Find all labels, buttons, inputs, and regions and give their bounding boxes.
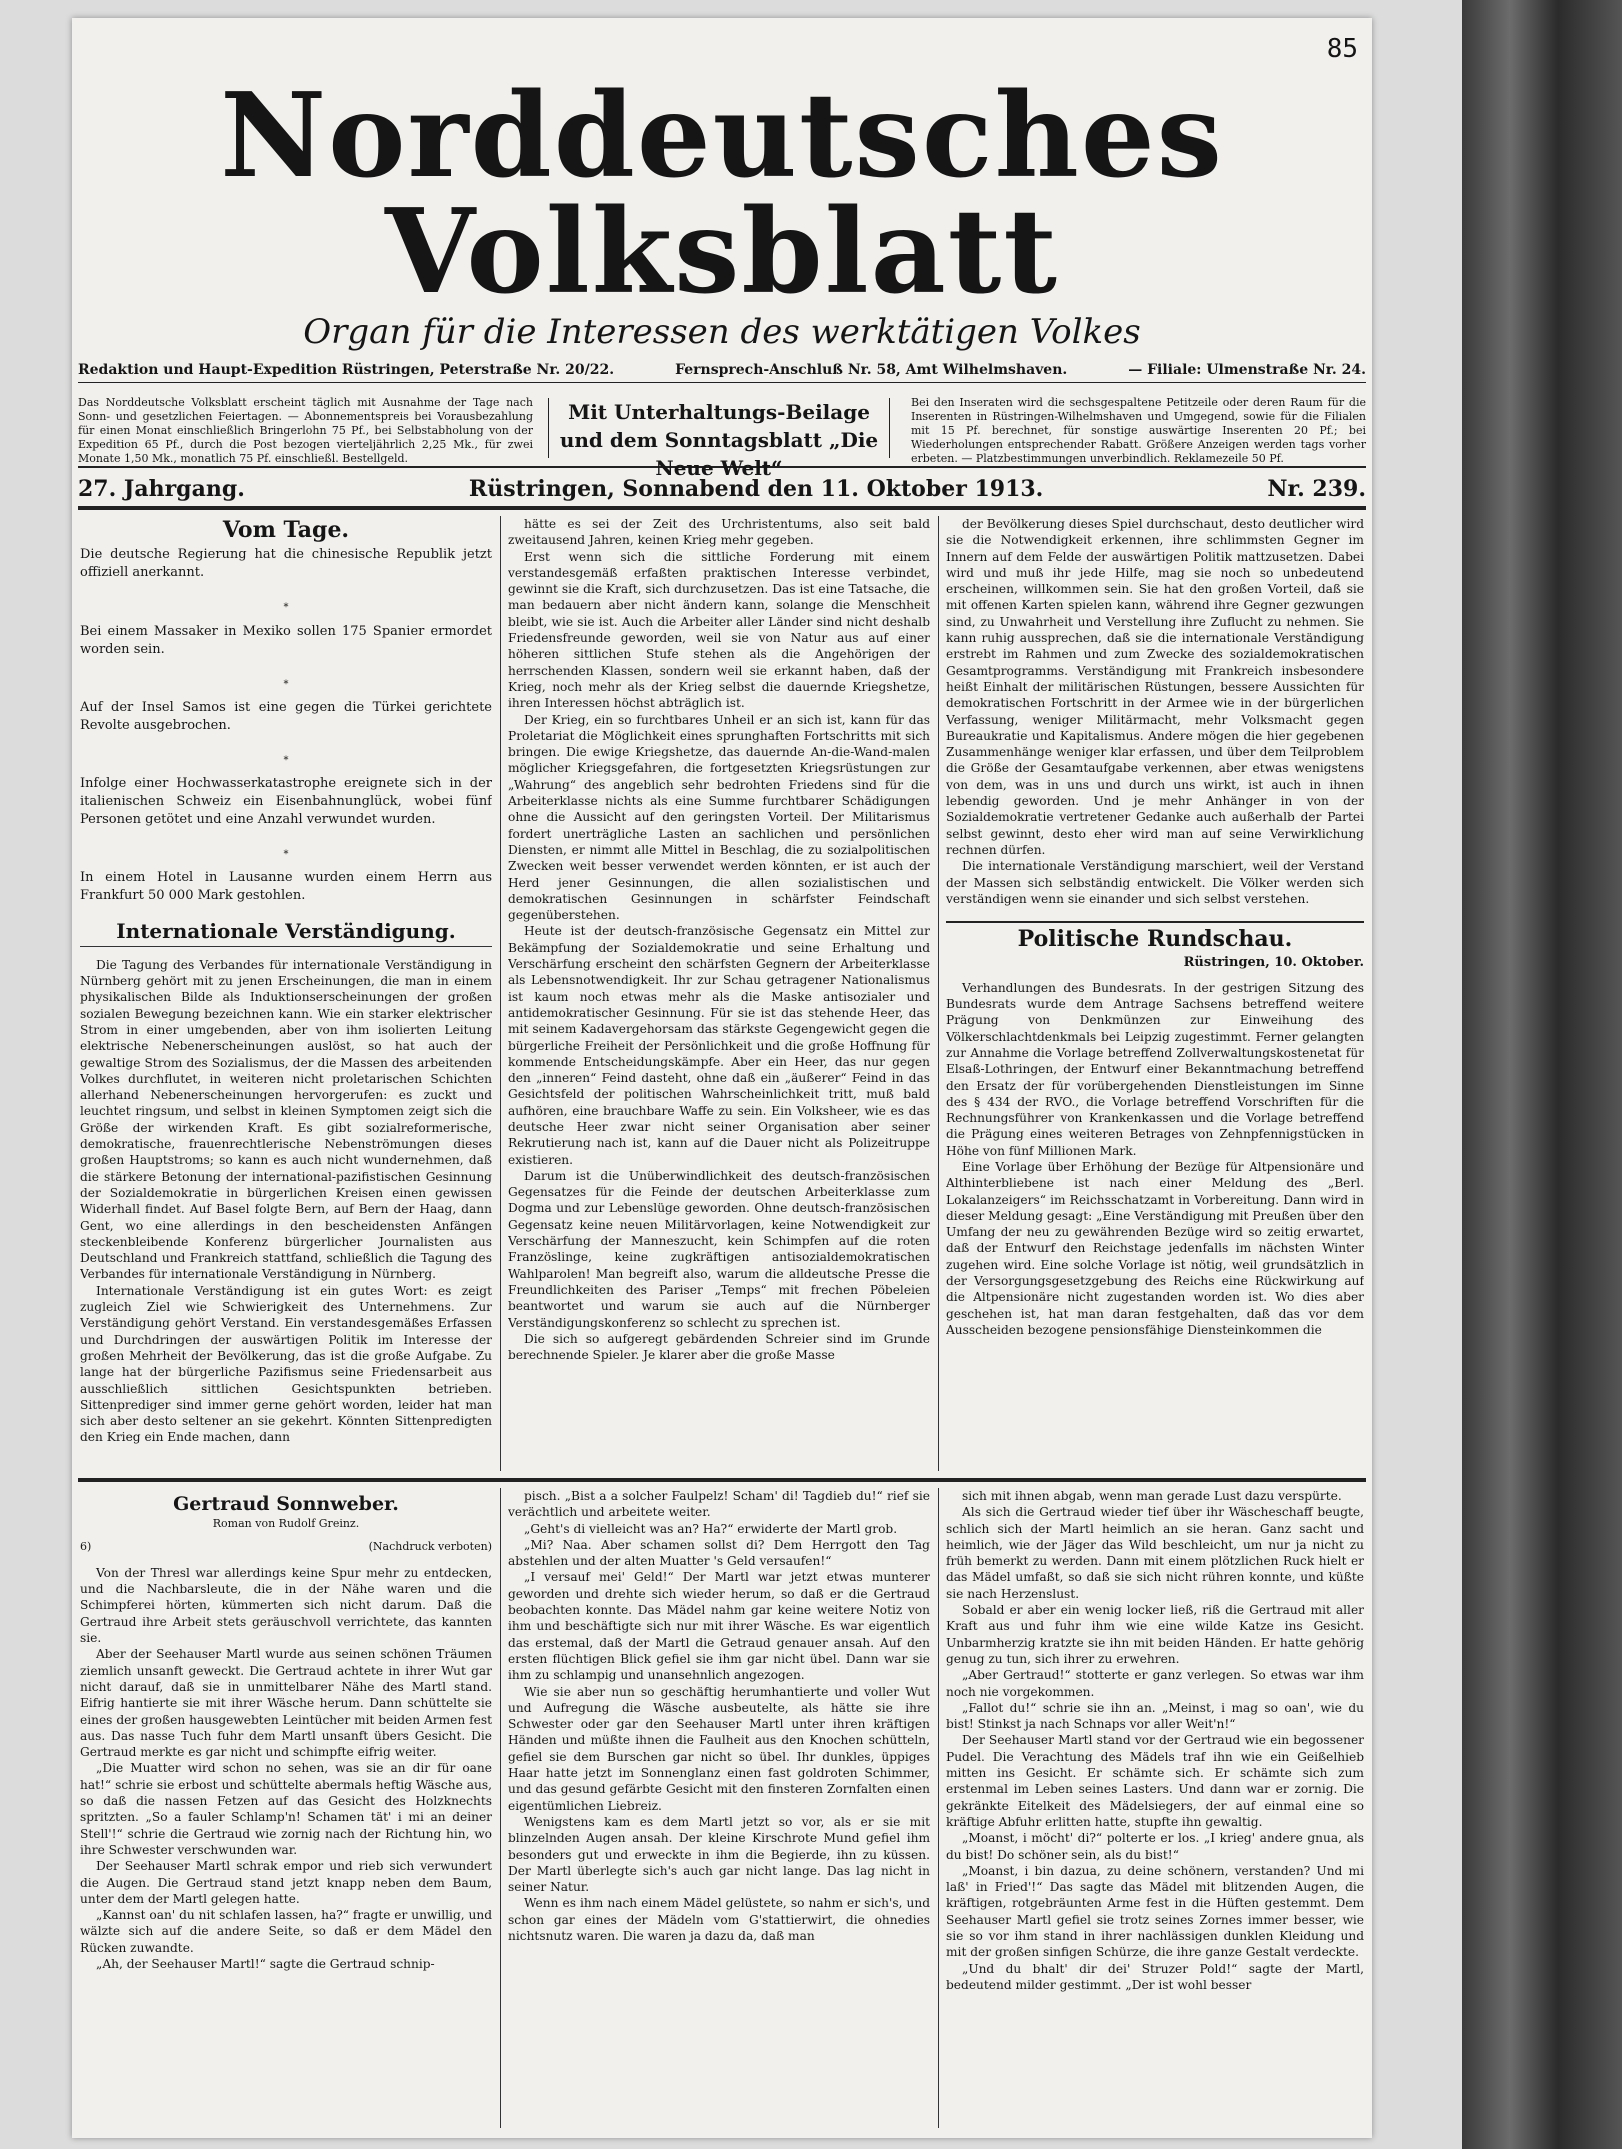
masthead-title: Norddeutsches Volksblatt [220,68,1224,320]
roman-paragraph: „Ah, der Seehauser Martl!“ sagte die Gertraud schnip- [96,1957,435,1972]
verstaendigung-heading: Internationale Verständigung. [80,923,492,946]
roman-paragraph: Von der Thresl war allerdings keine Spur mehr zu entdecken, und die Nachbarsleute, die in der Nähe waren und die Schimpferei hörten, kümmerten sich nicht darum. Daß die Gertraud ihre Arbeit stets geräuschvoll verrichtete, das kannten sie. [80,1565,492,1646]
roman-paragraph: pisch. „Bist a a solcher Faulpelz! Scham' di! Tagdieb du!“ rief sie verächtlich und arbeitete weiter. [508,1489,930,1520]
news-item: Infolge einer Hochwasserkatastrophe ereignete sich in der italienischen Schweiz ein Eisenbahnunglück, wobei fünf Personen getötet und eine Anzahl verwundet wurden. [80,776,492,828]
dateline-rule [78,506,1366,510]
roman-meta [80,1539,492,1555]
supplement-line-2: und dem Sonntagsblatt „Die Neue Welt“ [559,428,879,480]
article-paragraph: Eine Vorlage über Erhöhung der Bezüge für Altpensionäre und Althinterbliebene ist nach einer Meldung des „Berl. Lokalanzeigers“ im Reichsschatzamt in Vorbereitung. Dann wird in dieser Meldung gesagt: „Eine Verständigung mit Preußen über den Umfang der neu zu gewährenden Bezüge wird so zeitig erwartet, daß der Entwurf den Reichstage jedenfalls im nächsten Winter zugehen wird. Eine solche Vorlage ist nötig, weil grundsätzlich in der Versorgungsgesetzgebung des Reichs eine Rückwirkung auf die Altpensionäre nicht zugestanden worden ist. Wo dies aber geschehen ist, hat man daran festgehalten, daß das vor dem Ausscheiden bezogene pensionsfähige Diensteinkommen die [946,1159,1364,1337]
roman-paragraph: Wenn es ihm nach einem Mädel gelüstete, so nahm er sich's, und schon gar eines der Mädeln vom G'stattierwirt, die ohnedies nichtsnutz waren. Die waren ja dazu da, daß man [508,1896,930,1944]
article-paragraph: Die sich so aufgeregt gebärdenden Schreier sind im Grunde berechnende Spieler. Je klarer aber die große Masse [508,1331,930,1363]
roman-paragraph: „I versauf mei' Geld!“ Der Martl war jetzt etwas munterer geworden und drehte sich wieder herum, so daß er die Gertraud beobachten konnte. Das Mädel nahm gar keine weitere Notiz von ihm und beschäftigte sich nur mit ihrer Wäsche. Es war eigentlich das erstemal, daß der Martl die Getraud genauer ansah. Auf den ersten flüchtigen Blick gefiel sie ihm gar nicht übel. Dann war sie ihm zu schlampig und unansehnlich angezogen. [508,1570,930,1683]
address-right: — Filiale: Ulmenstraße Nr. 24. [1128,362,1366,378]
volume: 27. Jahrgang. [78,476,245,502]
article-paragraph: Erst wenn sich die sittliche Forderung mit einem verstandesgemäß erfaßten praktischen Interesse verbindet, gewinnt sie die Kraft, sich durchzusetzen. Das ist eine Tatsache, die man bedauern aber nicht ändern kann, solange die Menschheit bleibt, wie sie ist. Auch die Arbeiter aller Länder sind nicht deshalb Friedensfreunde geworden, weil sie von Natur aus auf einer höheren sittlichen Stufe stehen als die Angehörigen der herrschenden Klassen, sondern weil sie erkannt haben, daß der Krieg, noch mehr als der Krieg selbst die dauernde Kriegshetze, ihren Interessen höchst abträglich ist. [508,549,930,711]
roman-paragraph: „Und du bhalt' dir dei' Struzer Pold!“ sagte der Martl, bedeutend milder gestimmt. „Der ist wohl besser [946,1961,1364,1992]
roman-paragraph: Aber der Seehauser Martl wurde aus seinen schönen Träumen ziemlich unsanft geweckt. Die Gertraud achtete in ihrer Wut gar nicht darauf, daß sie in unmittelbarer Nähe des Martl stand. Eifrig hantierte sie mit ihrer Wäsche herum. Dann schüttelte sie eines der großen hausgewebten Leintücher mit beiden Armen fest aus. Das nasse Tuch fuhr dem Martl unsanft übers Gesicht. Die Gertraud merkte es gar nicht und schimpfte eifrig weiter. [80,1647,492,1760]
roman-paragraph: „Fallot du!“ schrie sie ihn an. „Meinst, i mag so oan', wie du bist! Stinkst ja nach Schnaps vor aller Weit'n!“ [946,1700,1364,1732]
info-bar [78,392,1366,480]
article-paragraph: Internationale Verständigung ist ein gutes Wort: es zeigt zugleich Ziel wie Schwierigkeit des Unternehmens. Zur Verständigung gehört Verstand. Ein verstandesgemäßes Erfassen und Durchdringen der auswärtigen Politik im Interesse der großen Mehrheit der Bevölkerung, das ist die große Aufgabe. Zu lange hat der bürgerliche Pazifismus seine Friedensarbeit aus ausschließlich sittlichen Gesichtspunkten betrieben. Sittenprediger sind immer gerne gehört worden, leider hat man sich aber desto seltener an sie gekehrt. Könnten Sittenpredigten den Krieg ein Ende machen, dann [80,1283,492,1445]
roman-paragraph: Als sich die Gertraud wieder tief über ihr Wäscheschaff beugte, schlich sich der Martl heimlich an sie heran. Ganz sacht und heimlich, wie der Jäger das Wild beschleicht, um nur ja nicht zu früh bemerkt zu werden. Dann mit einem plötzlichen Ruck hielt er das Mädel umfaßt, so daß sie sich nicht rühren konnte, und küßte sie nach Herzenslust. [946,1505,1364,1601]
rundschau-heading: Politische Rundschau. [946,921,1364,947]
address-line [78,362,1366,383]
newspaper-page [72,18,1372,2138]
roman-paragraph: „Geht's di vielleicht was an? Ha?“ erwiderte der Martl grob. [524,1521,898,1536]
roman-paragraph: sich mit ihnen abgab, wenn man gerade Lust dazu verspürte. [962,1489,1342,1503]
roman-author: Roman von Rudolf Greinz. [212,1517,360,1531]
supplement-line-1: Mit Unterhaltungs-Beilage [568,400,870,424]
roman-column-1 [80,1488,492,2128]
roman-column-2 [508,1488,930,2128]
address-left: Redaktion und Haupt-Expedition Rüstringen, Peterstraße Nr. 20/22. [78,362,615,378]
vom-tage-list [80,546,492,905]
roman-paragraph: „Kannst oan' du nit schlafen lassen, ha?“ fragte er unwillig, und wälzte sich auf die andere Seite, so daß er dem Mädel den Rücken zuwandte. [80,1908,492,1955]
roman-paragraph: „Moanst, i bin dazua, zu deine schönern, verstanden? Und mi laß' in Fried'!“ Das sagte das Mädel mit blitzenden Augen, die kräftigen, rotgebräunten Arme fest in die Hüften gestemmt. Dem Seehauser Martl gefiel sie trotz seines Zornes immer besser, wie sie so vor ihm stand in ihrer nachlässigen dunklen Kleidung und mit der großen sinfigen Schürze, die ihre ganze Gestalt verdeckte. [946,1863,1364,1960]
column-3 [946,516,1364,1471]
roman-paragraph: „Aber Gertraud!“ stotterte er ganz verlegen. So etwas war ihm noch nie vorgekommen. [946,1668,1364,1699]
column-divider [938,516,939,1471]
news-item: Die deutsche Regierung hat die chinesische Republik jetzt offiziell anerkannt. [80,547,492,581]
roman-paragraph: Sobald er aber ein wenig locker ließ, riß die Gertraud mit aller Kraft aus und fuhr ihm wie eine wilde Katze ins Gesicht. Unbarmherzig kratzte sie ihn mit beiden Händen. Er hatte gehörig genug zu tun, sich ihrer zu erwehren. [946,1603,1364,1666]
feuilleton-rule [78,1478,1366,1482]
article-paragraph: der Bevölkerung dieses Spiel durchschaut, desto deutlicher wird sie die Notwendigkeit erkennen, ihre schlimmsten Gegner im Innern auf dem Felde der auswärtigen Politik mattzusetzen. Dabei wird und muß ihr jede Hilfe, mag sie noch so unbedeutend erscheinen, willkommen sein. Sie hat den großen Vorteil, daß sie mit offenen Karten spielen kann, während ihre Gegner gezwungen sind, zu Unwahrheit und Verstellung ihre Zuflucht zu nehmen. Sie kann ruhig aussprechen, daß sie die internationale Verständigung erstrebt im Rahmen und zum Zwecke des sozialdemokratischen Gesamtprogramms. Verständigung mit Frankreich insbesondere heißt Einhalt der militärischen Rüstungen, bessere Aussichten für demokratischen Fortschritt in der Armee wie in der bürgerlichen Verfassung, weniger Militärmacht, mehr Volksmacht gegen Bureaukratie und Kapitalismus. Andere mögen die hier gegebenen Zusammenhänge weniger klar erfassen, und über dem Teilproblem die Größe der Gesamtaufgabe verkennen, aber etwas wenigstens von dem, was in uns und durch uns wirkt, ist auch in ihnen lebendig geworden. Und je mehr Anhänger in von der Sozialdemokratie vertretener Gedanke auch außerhalb der Partei selbst gewinnt, desto eher wird man auf seine Verwirklichung rechnen dürfen. [946,517,1364,857]
separator-star: * [283,754,289,766]
column-divider [500,516,501,1471]
subscription-info: Das Norddeutsche Volksblatt erscheint täglich mit Ausnahme der Tage nach Sonn- und gesetzlichen Feiertagen. — Abonnementspreis bei Vorausbezahlung für einen Monat einschließlich Bringerlohn 75 Pf., bei Selbstabholung von der Expedition 65 Pf., durch die Post bezogen vierteljährlich 2,25 Mk., für zwei Monate 1,50 Mk., monatlich 75 Pf. einschließl. Bestellgeld. [78,396,533,465]
roman-paragraph: Der Seehauser Martl schrak empor und rieb sich verwundert die Augen. Die Gertraud stand jetzt knapp neben dem Baum, unter dem der Martl gelegen hatte. [80,1859,492,1906]
issue-number: Nr. 239. [1267,476,1366,502]
roman-paragraph: Wenigstens kam es dem Martl jetzt so vor, als er sie mit blinzelnden Augen ansah. Der kleine Kirschrote Mund gefiel ihm besonders gut und erweckte in ihm die Begierde, ihn zu küssen. Der Martl überlegte sich's auch gar nicht lange. Das lag nicht in seiner Natur. [508,1814,930,1895]
news-item: Auf der Insel Samos ist eine gegen die Türkei gerichtete Revolte ausgebrochen. [80,699,492,733]
roman-paragraph: „Die Muatter wird schon no sehen, was sie an dir für oane hat!“ schrie sie erbost und schüttelte abermals heftig Wäsche aus, so daß die nassen Fetzen auf das Gesicht des Holzknechts spritzten. „So a fauler Schlamp'n! Schamen tät' i mi an deiner Stell'!“ schrie die Gertraud wie zornig nach der Richtung hin, wo ihre Schwester verschwunden war. [80,1761,492,1857]
article-paragraph: Der Krieg, ein so furchtbares Unheil er an sich ist, kann für das Proletariat die Möglichkeit eines sprunghaften Fortschritts mit sich bringen. Die ewige Kriegshetze, das dauernde An-die-Wand-malen möglicher Kriegsgefahren, die fortgesetzten Kriegsrüstungen zur „Wahrung“ des angeblich sehr bedrohten Friedens sind für die Arbeiterklasse nichts als eine Summe furchtbarer Schädigungen ohne die Aussicht auf den geringsten Vorteil. Der Militarismus fordert unerträgliche Lasten an sachlichen und persönlichen Diensten, er nimmt alle Mittel in Beschlag, die zu sozialpolitischen Zwecken weit besser verwendet werden könnten, er ist auch der Herd jener Gesinnungen, die allen sozialistischen und demokratischen Gesinnungen in schärfster Feindschaft gegenüberstehen. [508,712,930,923]
article-paragraph: Heute ist der deutsch-französische Gegensatz ein Mittel zur Bekämpfung der Sozialdemokratie und seine Erhaltung und Verschärfung erscheint den schärfsten Gegnern der Arbeiterklasse als Lebensnotwendigkeit. Ihr zur Schau getragener Nationalismus ist kaum noch etwas mehr als die Maske antisozialer und antidemokratischer Gesinnung. Für sie ist das stehende Heer, das mit seinem Kadavergehorsam das stärkste Gegengewicht gegen die bürgerliche Freiheit der Persönlichkeit und die große Hoffnung für kommende Entscheidungskämpfe. Aber ein Heer, das nur gegen den „inneren“ Feind dasteht, ohne daß ein „äußerer“ Feind in das Gesichtsfeld der politischen Wahrscheinlichkeit tritt, muß bald aufhören, eine brauchbare Waffe zu sein. Ein Volksheer, wie es das deutsche Heer zwar nicht seiner Organisation aber seiner Rekrutierung nach ist, kann auf die Dauer nicht als Polizeitruppe existieren. [508,924,930,1167]
book-spine [1462,0,1622,2149]
news-item: Bei einem Massaker in Mexiko sollen 175 Spanier ermordet worden sein. [80,623,492,657]
rundschau-date: Rüstringen, 10. Oktober. [1183,955,1364,971]
page-number: 85 [1326,34,1358,64]
column-1 [80,516,492,1471]
masthead-subtitle: Organ für die Interessen des werktätigen Volkes [303,312,1141,352]
article-paragraph: hätte es sei der Zeit des Urchristentums, also seit bald zweitausend Jahren, keinen Krieg mehr gegeben. [508,517,930,548]
column-2 [508,516,930,1471]
article-paragraph: Die Tagung des Verbandes für internationale Verständigung in Nürnberg gehört mit zu jenen Erscheinungen, die man in einem physikalischen Bilde als Induktionserscheinungen der großen sozialen Bewegung bezeichnen kann. Wie ein starker elektrischer Strom in einer umgebenden, aber von ihm isolierten Leitung elektrische Nebenerscheinungen auslöst, so hat auch der gewaltige Strom des Sozialismus, der die Massen des arbeitenden Volkes durchflutet, in weiteren nicht proletarischen Schichten allerhand Nebenerscheinungen hervorgerufen: es zuckt und leuchtet ringsum, und selbst in kleinen Symptomen zeigt sich die Größe der wirkenden Kraft. Es gibt sozialreformerische, demokratische, frauenrechtlerische Nebenströmungen dieses großen Hauptstroms; so kann es auch nicht wundernehmen, daß die stärkere Betonung der international-pazifistischen Gesinnung der Sozialdemokratie in bürgerlichen Kreisen einen gewissen Widerhall findet. Auf Basel folgte Bern, auf Bern der Haag, dann Gent, wo eine allerdings in den bescheidensten Anfängen steckenbleibende Konferenz bürgerlicher Journalisten aus Deutschland und Frankreich stattfand, schließlich die Tagung des Verbandes für internationale Verständigung in Nürnberg. [80,957,492,1282]
roman-paragraph: Der Seehauser Martl stand vor der Gertraud wie ein begossener Pudel. Die Verachtung des Mädels traf ihn wie ein Geißelhieb mitten ins Gesicht. Er schämte sich. Er schämte sich zum erstenmal im Leben seines Lasters. Und dann war er zornig. Die gekränkte Eitelkeit des Mädelsiegers, der auf einmal eine so kräftige Abfuhr erlitten hatte, stupfte ihn gewaltig. [946,1733,1364,1829]
roman-paragraph: Wie sie aber nun so geschäftig herumhantierte und voller Wut und Aufregung die Wäsche ausbeutelte, als hätte sie ihre Schwester oder gar den Seehauser Martl unter ihren kräftigen Händen und müßte ihnen die Faulheit aus den Knochen schütteln, gefiel sie dem Burschen gar nicht so übel. Ihr dunkles, üppiges Haar hatte jetzt im Sonnenglanz einen fast goldroten Schimmer, und das gesund gefärbte Gesicht mit den finsteren Zornfalten einen eigentümlichen Liebreiz. [508,1684,930,1813]
issue-date: Rüstringen, Sonnabend den 11. Oktober 1913. [468,476,1044,502]
dateline [78,476,1366,502]
roman-paragraph: „Moanst, i möcht' di?“ polterte er los. „I krieg' andere gnua, als du bist! Do schöner sein, als du bist!“ [946,1831,1364,1862]
column-divider [938,1488,939,2128]
article-paragraph: Darum ist die Unüberwindlichkeit des deutsch-französischen Gegensatzes für die Feinde der deutschen Arbeiterklasse zum Dogma und zur Lebenslüge geworden. Ohne deutsch-französischen Gegensatz keine neuen Militärvorlagen, keine Notwendigkeit zur Verschärfung der Manneszucht, kein Schimpfen auf die roten Französlinge, keine zugkräftigen antisozialdemokratischen Wahlparolen! Man begreift also, warum die alldeutsche Presse die Freundlichkeiten des Pariser „Temps“ mit frechen Pöbeleien beantwortet und warum sie auch auf die Nürnberger Verständigungskonferenz so schlecht zu sprechen ist. [508,1168,930,1330]
vom-tage-heading: Vom Tage. [222,517,350,543]
address-mid: Fernsprech-Anschluß Nr. 58, Amt Wilhelmshaven. [675,362,1068,378]
roman-column-3 [946,1488,1364,2128]
roman-paragraph: „Mi? Naa. Aber schamen sollst di? Dem Herrgott den Tag abstehlen und der alten Muatter 's Geld versaufen!“ [508,1537,930,1569]
news-item: In einem Hotel in Lausanne wurden einem Herrn aus Frankfurt 50 000 Mark gestohlen. [80,870,492,904]
installment-number: 6) [80,1539,92,1553]
separator-star: * [283,849,289,861]
separator-star: * [283,602,289,614]
separator-star: * [283,678,289,690]
roman-title: Gertraud Sonnweber. [173,1493,399,1515]
supplement-box [548,398,890,480]
article-paragraph: Verhandlungen des Bundesrats. In der gestrigen Sitzung des Bundesrats wurde dem Antrage Sachsens betreffend weitere Prägung von Denkmünzen zur Einweihung des Völkerschlachtdenkmals bei Leipzig zugestimmt. Ferner gelangten zur Annahme die Vorlage betreffend Zollverwaltungskostenetat für Elsaß-Lothringen, der Entwurf einer Bekanntmachung betreffend den Ersatz der für vorübergehenden Dienstleistungen im Sinne des § 434 der RVO., die Vorlage betreffend Vorschriften für die Rechnungsführer von Krankenkassen und die Vorlage betreffend die Prägung eines weiteren Betrages von Zehnpfennigstücken in Höhe von fünf Millionen Mark. [946,980,1364,1158]
advertising-info: Bei den Inseraten wird die sechsgespaltene Petitzeile oder deren Raum für die Inserenten in Rüstringen-Wilhelmshaven und Umgegend, sowie für die Filialen mit 15 Pf. berechnet, für sonstige auswärtige Inserenten 20 Pf.; bei Wiederholungen entsprechender Rabatt. Größere Anzeigen werden tags vorher erbeten. — Platzbestimmungen unverbindlich. Reklamezeile 50 Pf. [911,396,1366,465]
column-divider [500,1488,501,2128]
reprint-notice: (Nachdruck verboten) [368,1539,492,1553]
article-paragraph: Die internationale Verständigung marschiert, weil der Verstand der Massen sich selbständig entwickelt. Die Völker werden sich verständigen wenn sie einander und sich selbst verstehen. [946,859,1364,906]
